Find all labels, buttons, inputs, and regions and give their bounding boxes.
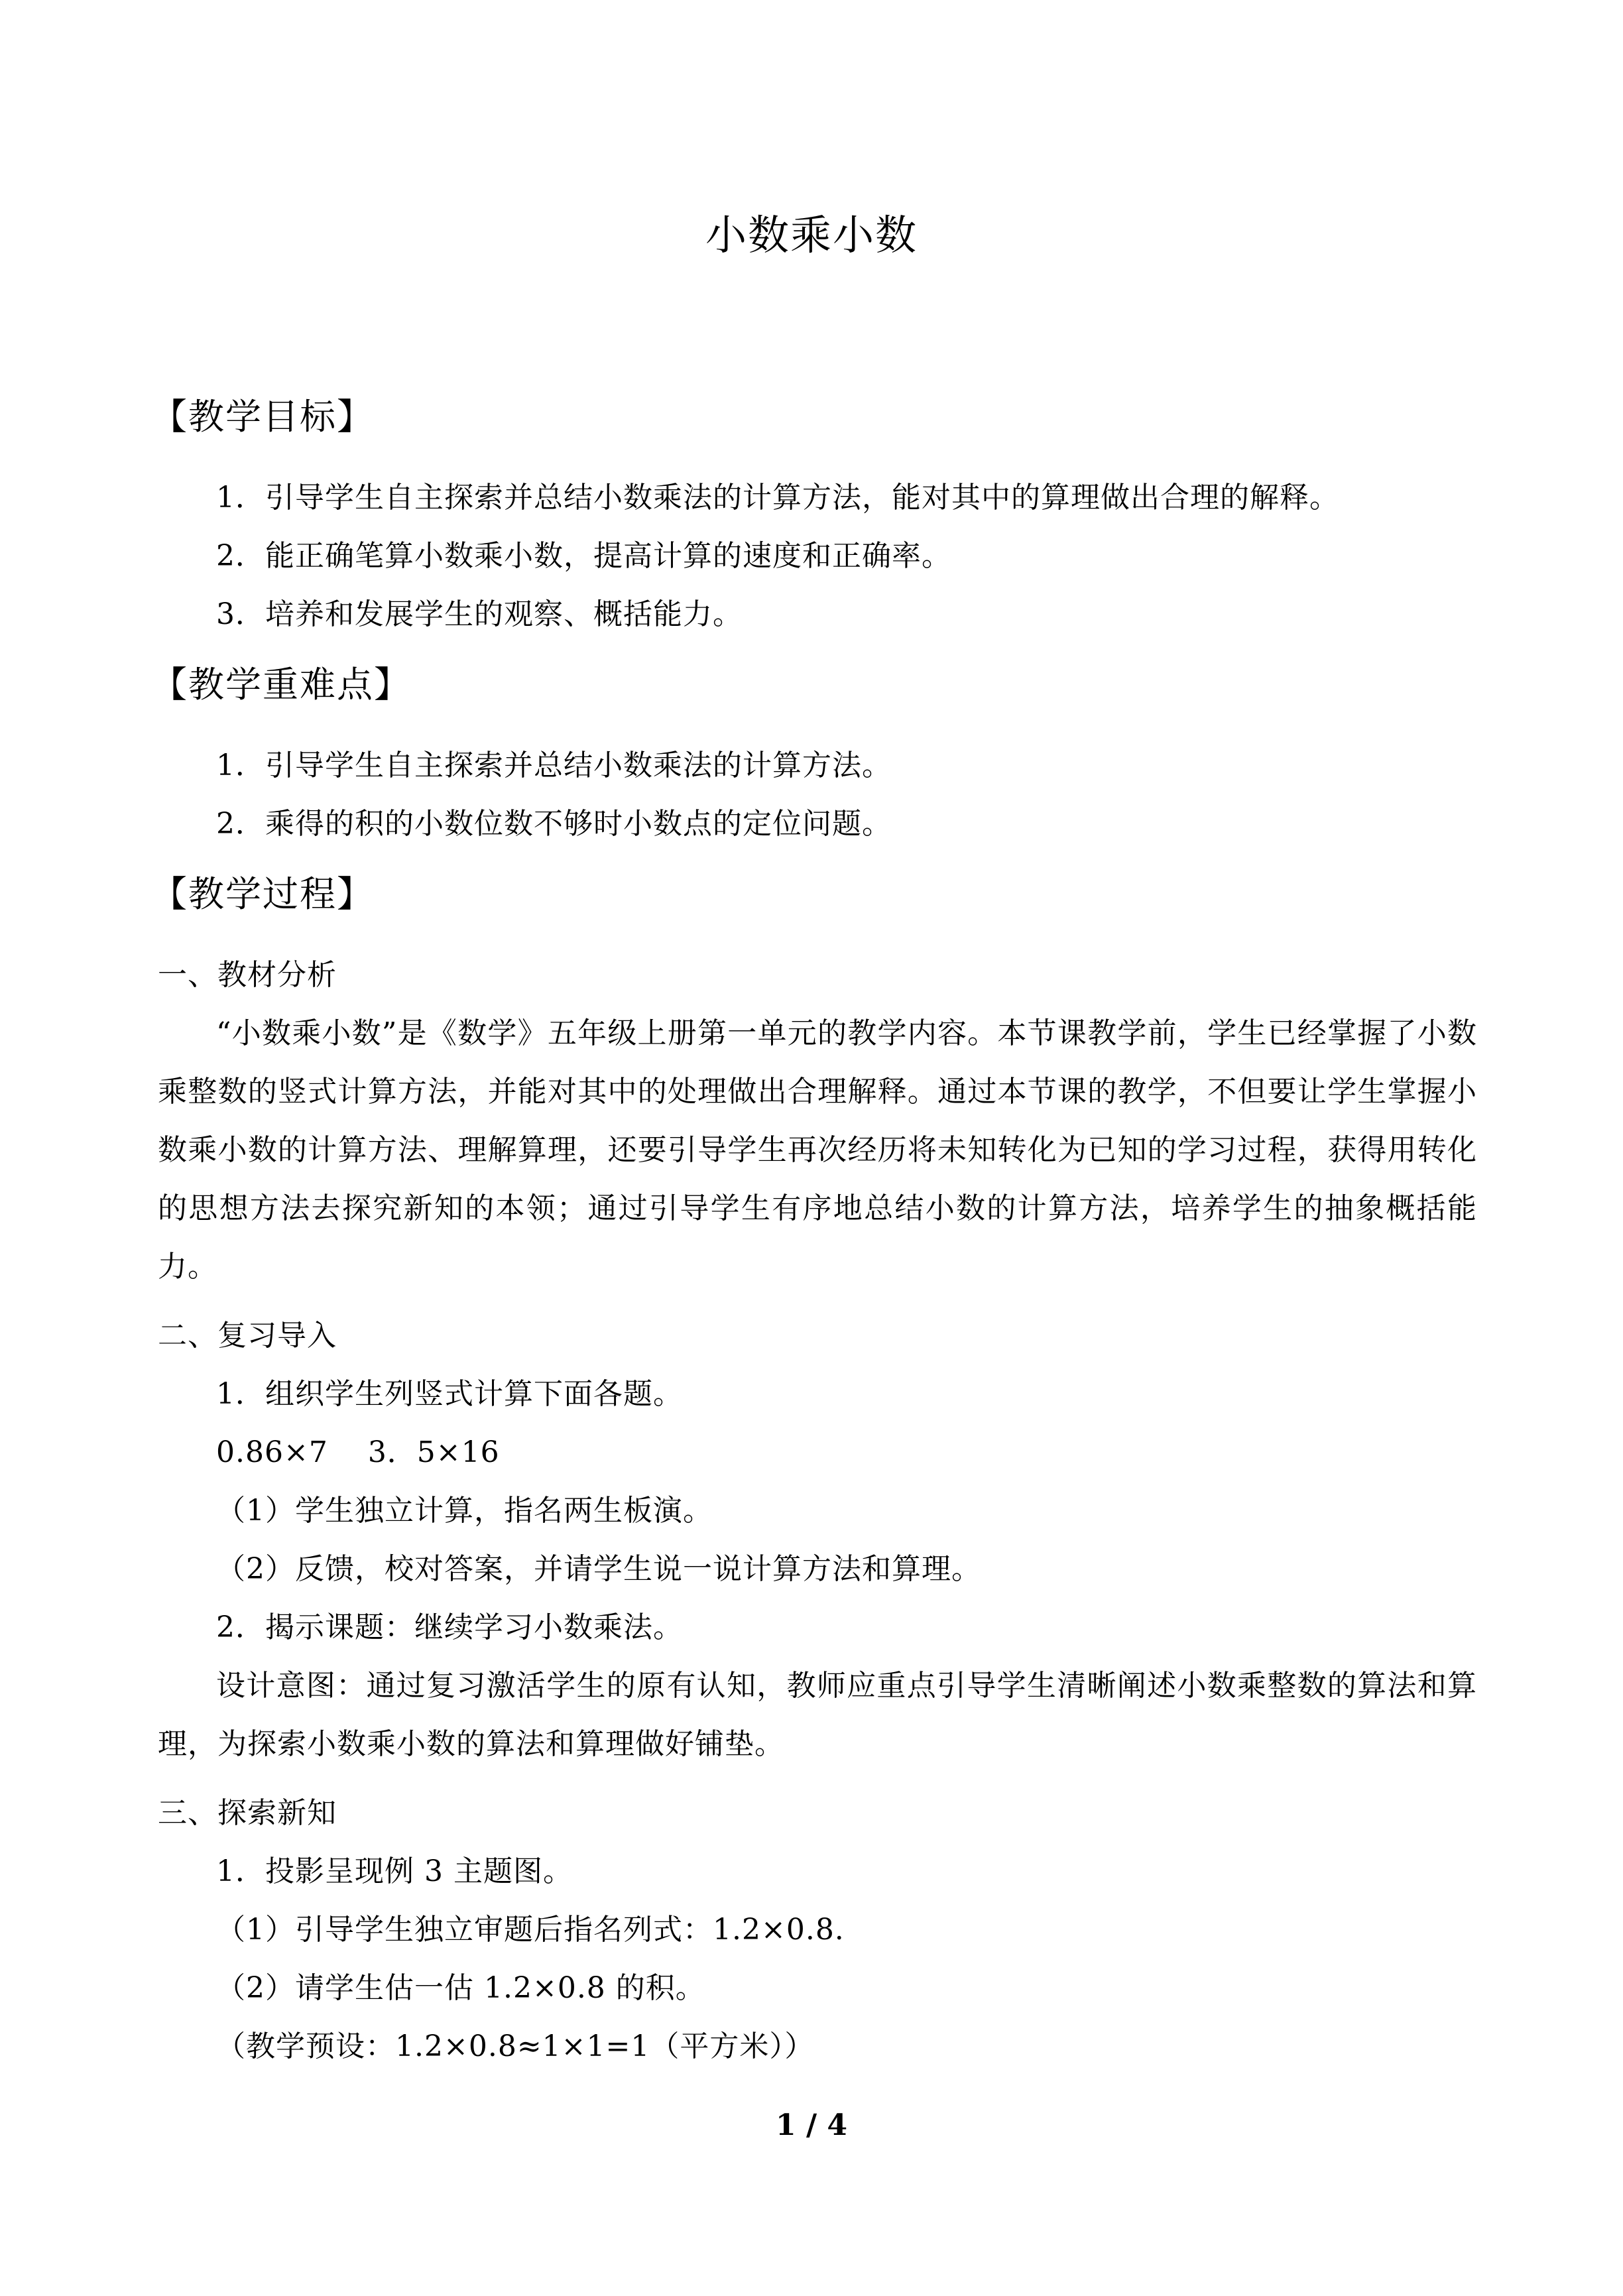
part2-design-intent: 设计意图：通过复习激活学生的原有认知，教师应重点引导学生清晰阐述小数乘整数的算法和算理，为探索小数乘小数的算法和算理做好铺垫。 xyxy=(158,1669,1477,1761)
key-point-item-2: 2．乘得的积的小数位数不够时小数点的定位问题。 xyxy=(216,807,892,841)
part1-paragraph: “小数乘小数”是《数学》五年级上册第一单元的教学内容。本节课教学前，学生已经掌握了小数乘整数的竖式计算方法，并能对其中的处理做出合理解释。通过本节课的教学，不但要让学生掌握小数乘小数的计算方法、理解算理，还要引导学生再次经历将未知转化为已知的学习过程，获得用转化的思想方法去探究新知的本领；通过引导学生有序地总结小数的计算方法，培养学生的抽象概括能力。 xyxy=(158,1016,1477,1284)
part2-expressions: 0.86×7 3．5×16 xyxy=(216,1435,500,1469)
process-heading: 【教学过程】 xyxy=(151,873,374,915)
document-title: 小数乘小数 xyxy=(705,211,918,259)
objective-item-2: 2．能正确笔算小数乘小数，提高计算的速度和正确率。 xyxy=(216,539,951,573)
part2-sub1: （1）学生独立计算，指名两生板演。 xyxy=(216,1494,713,1528)
key-points-heading: 【教学重难点】 xyxy=(151,664,411,705)
objective-item-1: 1．引导学生自主探索并总结小数乘法的计算方法，能对其中的算理做出合理的解释。 xyxy=(216,481,1339,514)
part2-step1: 1．组织学生列竖式计算下面各题。 xyxy=(216,1377,683,1411)
part3-heading: 三、探索新知 xyxy=(158,1796,337,1830)
part2-heading: 二、复习导入 xyxy=(158,1319,337,1353)
key-point-item-1: 1．引导学生自主探索并总结小数乘法的计算方法。 xyxy=(216,749,892,782)
part2-step2: 2．揭示课题：继续学习小数乘法。 xyxy=(216,1610,683,1644)
objectives-heading: 【教学目标】 xyxy=(151,396,374,438)
part1-heading: 一、教材分析 xyxy=(158,958,337,992)
part3-step1: 1．投影呈现例 3 主题图。 xyxy=(216,1854,573,1888)
page-number: 1 / 4 xyxy=(776,2108,847,2142)
part2-sub2: （2）反馈，校对答案，并请学生说一说计算方法和算理。 xyxy=(216,1552,981,1586)
part3-sub2: （2）请学生估一估 1.2×0.8 的积。 xyxy=(216,1971,705,2005)
part3-preset: （教学预设：1.2×0.8≈1×1=1（平方米）） xyxy=(216,2029,815,2063)
objective-item-3: 3．培养和发展学生的观察、概括能力。 xyxy=(216,597,743,631)
part3-sub1: （1）引导学生独立审题后指名列式：1.2×0.8. xyxy=(216,1913,845,1947)
